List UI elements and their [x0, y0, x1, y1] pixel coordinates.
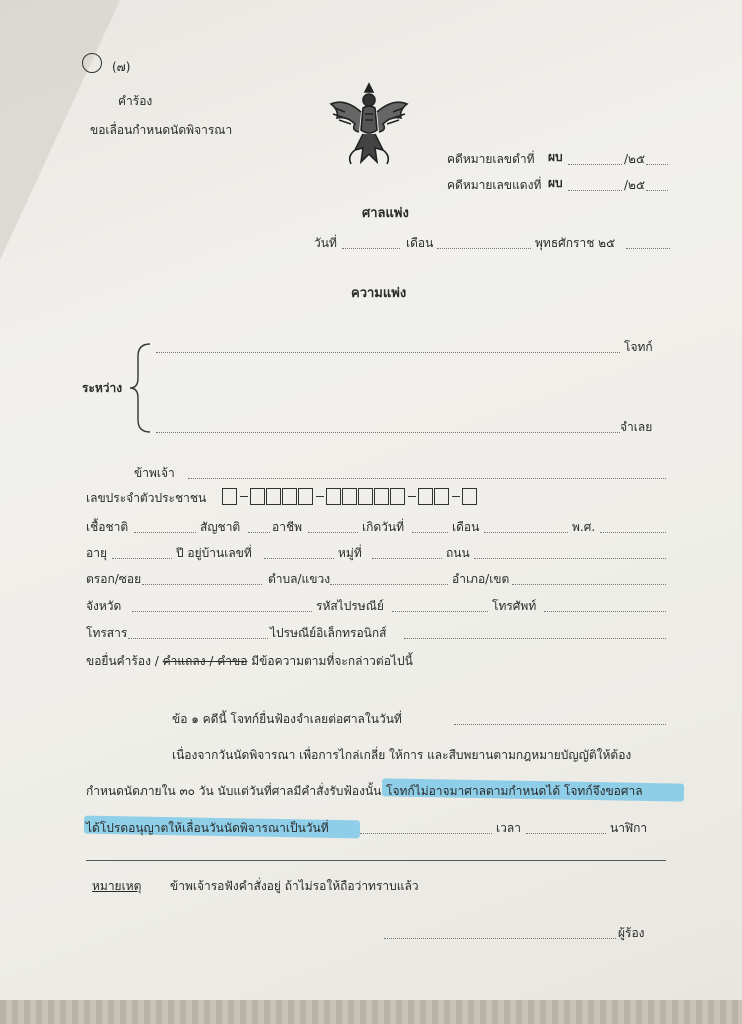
filing-date-field[interactable] — [454, 724, 666, 725]
paragraph-1: เนื่องจากวันนัดพิจารณา เพื่อการไกล่เกลี่ย ให้การ และสืบพยานตามกฎหมายบัญญัติให้ต้อง — [172, 748, 632, 762]
fax-field[interactable] — [128, 638, 268, 639]
date-month-label: เดือน — [406, 236, 434, 250]
paragraph-2a: กำหนดนัดภายใน ๓๐ วัน นับแต่วันที่ศาลมีคำสั่งรับฟ้องนั้น — [86, 784, 382, 798]
item-1: ข้อ ๑ คดีนี้ โจทก์ยื่นฟ้องจำเลยต่อศาลในวันที่ — [172, 712, 402, 726]
form-number: (๗) — [112, 60, 131, 74]
village-field[interactable] — [372, 558, 442, 559]
province-label: จังหวัด — [86, 599, 122, 613]
id-label: เลขประจำตัวประชาชน — [86, 491, 207, 505]
case-black-prefix: ผบ — [548, 150, 563, 164]
case-red-year: /๒๕ — [624, 178, 646, 192]
email-label: ไปรษณีย์อิเล็กทรอนิกส์ — [270, 626, 387, 640]
race-field[interactable] — [134, 532, 196, 533]
fax-label: โทรสาร — [86, 626, 128, 640]
time-label: เวลา — [496, 821, 521, 835]
postcode-field[interactable] — [392, 611, 488, 612]
table-surface — [0, 1000, 742, 1024]
house-field[interactable] — [264, 558, 334, 559]
case-black-number-field[interactable] — [568, 164, 622, 165]
case-type: ความแพ่ง — [351, 286, 407, 301]
birth-year-field[interactable] — [600, 532, 666, 533]
occupation-label: อาชีพ — [272, 520, 302, 534]
postcode-label: รหัสไปรษณีย์ — [316, 599, 384, 613]
district-label: อำเภอ/เขต — [452, 572, 510, 586]
house-label: ปี อยู่บ้านเลขที่ — [176, 546, 252, 560]
road-field[interactable] — [474, 558, 666, 559]
age-label: อายุ — [86, 546, 107, 560]
date-year-field[interactable] — [626, 248, 670, 249]
divider — [86, 860, 666, 861]
nationality-field[interactable] — [248, 532, 270, 533]
be-label: พ.ศ. — [572, 520, 596, 534]
birthdate-field[interactable] — [412, 532, 448, 533]
date-month-field[interactable] — [437, 248, 531, 249]
date-year-label: พุทธศักราช ๒๕ — [535, 236, 616, 250]
time-field[interactable] — [526, 833, 606, 834]
defendant-label: จำเลย — [620, 420, 653, 434]
occupation-field[interactable] — [308, 532, 358, 533]
province-field[interactable] — [132, 611, 312, 612]
name-field[interactable] — [188, 478, 666, 479]
petitioner-label: ผู้ร้อง — [618, 926, 645, 940]
district-field[interactable] — [512, 584, 666, 585]
note-text: ข้าพเจ้ารอฟังคำสั่งอยู่ ถ้าไม่รอให้ถือว่าทราบแล้ว — [170, 879, 419, 893]
nationality-label: สัญชาติ — [200, 520, 241, 534]
birth-month-field[interactable] — [484, 532, 568, 533]
date-day-label: วันที่ — [314, 236, 337, 250]
age-field[interactable] — [112, 558, 172, 559]
submit-statement: ขอยื่นคำร้อง / คำแถลง / คำขอ มีข้อความตามที่จะกล่าวต่อไปนี้ — [86, 654, 413, 668]
form-title-2: ขอเลื่อนกำหนดนัดพิจารณา — [90, 123, 233, 137]
form-title-1: คำร้อง — [118, 94, 153, 108]
road-label: ถนน — [446, 546, 470, 560]
court-name: ศาลแพ่ง — [362, 206, 409, 221]
phone-field[interactable] — [544, 611, 666, 612]
race-label: เชื้อชาติ — [86, 520, 129, 534]
case-black-year: /๒๕ — [624, 152, 646, 166]
i-label: ข้าพเจ้า — [134, 466, 175, 480]
garuda-emblem-icon — [325, 78, 413, 170]
email-field[interactable] — [404, 638, 666, 639]
date-day-field[interactable] — [342, 248, 400, 249]
village-label: หมู่ที่ — [338, 546, 362, 560]
alley-label: ตรอก/ซอย — [86, 572, 142, 586]
subdistrict-label: ตำบล/แขวง — [268, 572, 331, 586]
case-black-label: คดีหมายเลขดำที่ — [447, 152, 535, 166]
signature-field[interactable] — [384, 938, 616, 939]
brace-icon — [126, 342, 154, 434]
paragraph-3: ได้โปรดอนุญาตให้เลื่อนวันนัดพิจารณาเป็นวันที่ — [86, 821, 329, 835]
between-label: ระหว่าง — [82, 381, 123, 395]
case-red-label: คดีหมายเลขแดงที่ — [447, 178, 542, 192]
oclock-label: นาฬิกา — [610, 821, 648, 835]
month-label: เดือน — [452, 520, 480, 534]
plaintiff-label: โจทก์ — [624, 340, 653, 354]
birthdate-label: เกิดวันที่ — [362, 520, 405, 534]
phone-label: โทรศัพท์ — [492, 599, 537, 613]
subdistrict-field[interactable] — [330, 584, 448, 585]
id-number-boxes[interactable] — [222, 487, 478, 505]
submit-strike: คำแถลง / คำขอ — [162, 654, 248, 668]
note-label: หมายเหตุ — [92, 879, 142, 893]
case-red-number-field[interactable] — [568, 190, 622, 191]
paragraph-2b: โจทก์ไม่อาจมาศาลตามกำหนดได้ โจทก์จึงขอศาล — [386, 784, 643, 798]
case-red-year-field[interactable] — [646, 190, 668, 191]
defendant-field[interactable] — [156, 432, 620, 433]
new-date-field[interactable] — [360, 833, 492, 834]
alley-field[interactable] — [142, 584, 262, 585]
case-black-year-field[interactable] — [646, 164, 668, 165]
case-red-prefix: ผบ — [548, 176, 563, 190]
plaintiff-field[interactable] — [156, 352, 620, 353]
circle-mark — [82, 53, 102, 73]
